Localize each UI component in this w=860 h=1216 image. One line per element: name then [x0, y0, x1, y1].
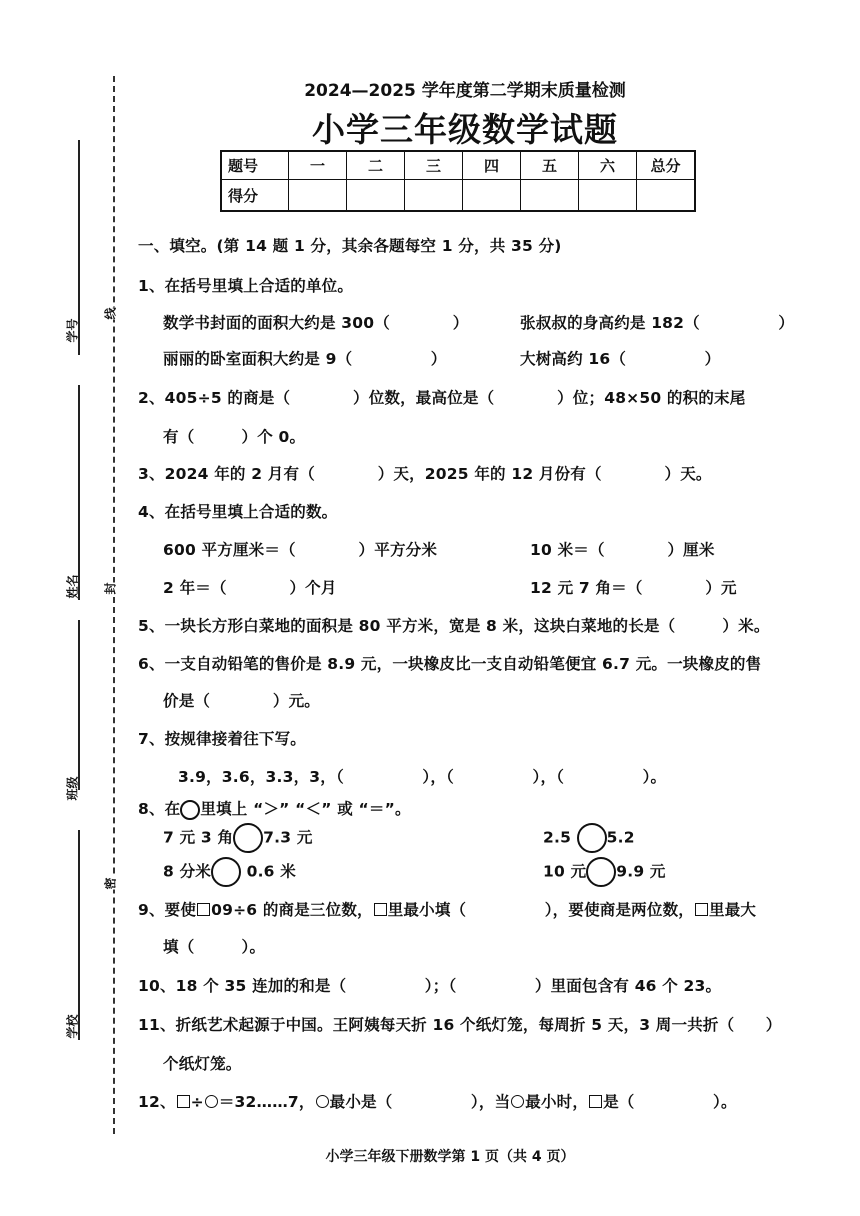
score-input-cell[interactable] [579, 180, 637, 212]
circle-icon [180, 800, 200, 820]
q7-stem: 7、按规律接着往下写。 [138, 730, 306, 748]
q9-part: 9、要使 [138, 901, 197, 919]
score-input-cell[interactable] [405, 180, 463, 212]
section-heading: 一、填空。(第 14 题 1 分，其余各题每空 1 分，共 35 分) [138, 237, 562, 255]
score-row-label: 得分 [221, 180, 289, 212]
q9-part: 09÷6 的商是三位数， [211, 901, 373, 919]
q12-part: 是（ ）。 [603, 1093, 737, 1111]
q12-part: ＝32……7， [218, 1093, 315, 1111]
q8-stem-post: 里填上 “＞” “＜” 或 “＝”。 [200, 800, 411, 818]
score-header-cell: 总分 [637, 151, 696, 180]
q1-item-b: 张叔叔的身高约是 182（ ） [520, 314, 795, 332]
q4-stem: 4、在括号里填上合适的数。 [138, 503, 338, 521]
q1-item-c: 丽丽的卧室面积大约是 9（ ） [163, 350, 447, 368]
binding-mark-secret: 密 [103, 877, 118, 890]
compare-circle[interactable] [211, 857, 241, 887]
q1-item-d: 大树高约 16（ ） [520, 350, 721, 368]
score-input-cell[interactable] [347, 180, 405, 212]
q8-item-a [163, 823, 313, 853]
q9-part: 里最大 [709, 901, 757, 919]
q3-line: 3、2024 年的 2 月有（ ）天，2025 年的 12 月份有（ ）天。 [138, 465, 712, 483]
score-input-cell[interactable] [289, 180, 347, 212]
student-id-label: 学号 [65, 318, 80, 343]
exam-subtitle: 2024—2025 学年度第二学期末质量检测 [304, 81, 626, 101]
q6-line2: 价是（ ）元。 [163, 692, 321, 710]
q8-b-right: 5.2 [606, 828, 635, 847]
q8-a-right: 7.3 元 [263, 828, 313, 847]
q1-stem: 1、在括号里填上合适的单位。 [138, 277, 354, 295]
q8-c-left: 8 分米 [163, 862, 211, 881]
exam-title: 小学三年级数学试题 [312, 110, 618, 149]
q11-line1: 11、折纸艺术起源于中国。王阿姨每天折 16 个纸灯笼，每周折 5 天，3 周一共折（ ） [138, 1016, 782, 1034]
score-header-cell: 五 [521, 151, 579, 180]
box-icon [589, 1095, 602, 1108]
q8-a-left: 7 元 3 角 [163, 828, 234, 847]
q4-item-a: 600 平方厘米＝（ ）平方分米 [163, 541, 438, 559]
compare-circle[interactable] [233, 823, 263, 853]
binding-mark-seal: 封 [103, 582, 118, 595]
q8-item-c [163, 857, 296, 887]
q8-b-left: 2.5 [543, 828, 572, 847]
q9-line2: 填（ ）。 [163, 938, 266, 956]
score-input-cell[interactable] [637, 180, 696, 212]
score-input-cell[interactable] [463, 180, 521, 212]
q2-line2: 有（ ）个 0。 [163, 428, 306, 446]
school-label: 学校 [65, 1014, 80, 1039]
q12-part: 最小是（ ），当 [329, 1093, 511, 1111]
box-icon [695, 903, 708, 916]
binding-mark-line: 线 [103, 307, 118, 320]
q8-stem [138, 797, 411, 820]
q2-line1: 2、405÷5 的商是（ ）位数，最高位是（ ）位；48×50 的积的末尾 [138, 389, 746, 407]
circle-icon [316, 1095, 329, 1108]
q1-item-a: 数学书封面的面积大约是 300（ ） [163, 314, 469, 332]
q12-part: ÷ [190, 1093, 204, 1111]
class-line [78, 620, 80, 790]
name-label: 姓名 [65, 574, 80, 599]
q9-part: 里最小填（ ），要使商是两位数， [387, 901, 694, 919]
class-label: 班级 [65, 776, 80, 801]
q5-line: 5、一块长方形白菜地的面积是 80 平方米，宽是 8 米，这块白菜地的长是（ ）米。 [138, 617, 770, 635]
compare-circle[interactable] [586, 857, 616, 887]
q9-line1 [138, 898, 756, 920]
box-icon [374, 903, 387, 916]
circle-icon [511, 1095, 524, 1108]
score-header-cell: 六 [579, 151, 637, 180]
school-line [78, 830, 80, 1040]
q12-part: 12、 [138, 1093, 176, 1111]
box-icon [197, 903, 210, 916]
page-footer: 小学三年级下册数学第 1 页（共 4 页） [325, 1149, 575, 1165]
score-input-cell[interactable] [521, 180, 579, 212]
q8-item-d [543, 857, 666, 887]
q12-line [138, 1090, 737, 1112]
binding-dashed-line [113, 76, 115, 1134]
q7-sequence: 3.9，3.6，3.3，3，（ ），（ ），（ ）。 [178, 768, 667, 786]
q12-part: 最小时， [525, 1093, 589, 1111]
q8-stem-pre: 8、在 [138, 800, 181, 818]
q4-item-c: 2 年＝（ ）个月 [163, 579, 337, 597]
q10-line: 10、18 个 35 连加的和是（ ）；（ ）里面包含有 46 个 23。 [138, 977, 722, 995]
score-table [220, 150, 696, 212]
q11-line2: 个纸灯笼。 [163, 1055, 242, 1073]
q8-item-b [543, 823, 635, 853]
name-line [78, 385, 80, 600]
box-icon [177, 1095, 190, 1108]
q4-item-b: 10 米＝（ ）厘米 [530, 541, 715, 559]
q8-d-left: 10 元 [543, 862, 587, 881]
q8-d-right: 9.9 元 [616, 862, 666, 881]
score-header-cell: 三 [405, 151, 463, 180]
score-header-cell: 二 [347, 151, 405, 180]
q8-c-right: 0.6 米 [246, 862, 296, 881]
circle-icon [205, 1095, 218, 1108]
score-header-cell: 一 [289, 151, 347, 180]
score-header-cell: 题号 [221, 151, 289, 180]
q4-item-d: 12 元 7 角＝（ ）元 [530, 579, 737, 597]
compare-circle[interactable] [577, 823, 607, 853]
score-header-cell: 四 [463, 151, 521, 180]
q6-line1: 6、一支自动铅笔的售价是 8.9 元，一块橡皮比一支自动铅笔便宜 6.7 元。一块橡皮的售 [138, 655, 762, 673]
